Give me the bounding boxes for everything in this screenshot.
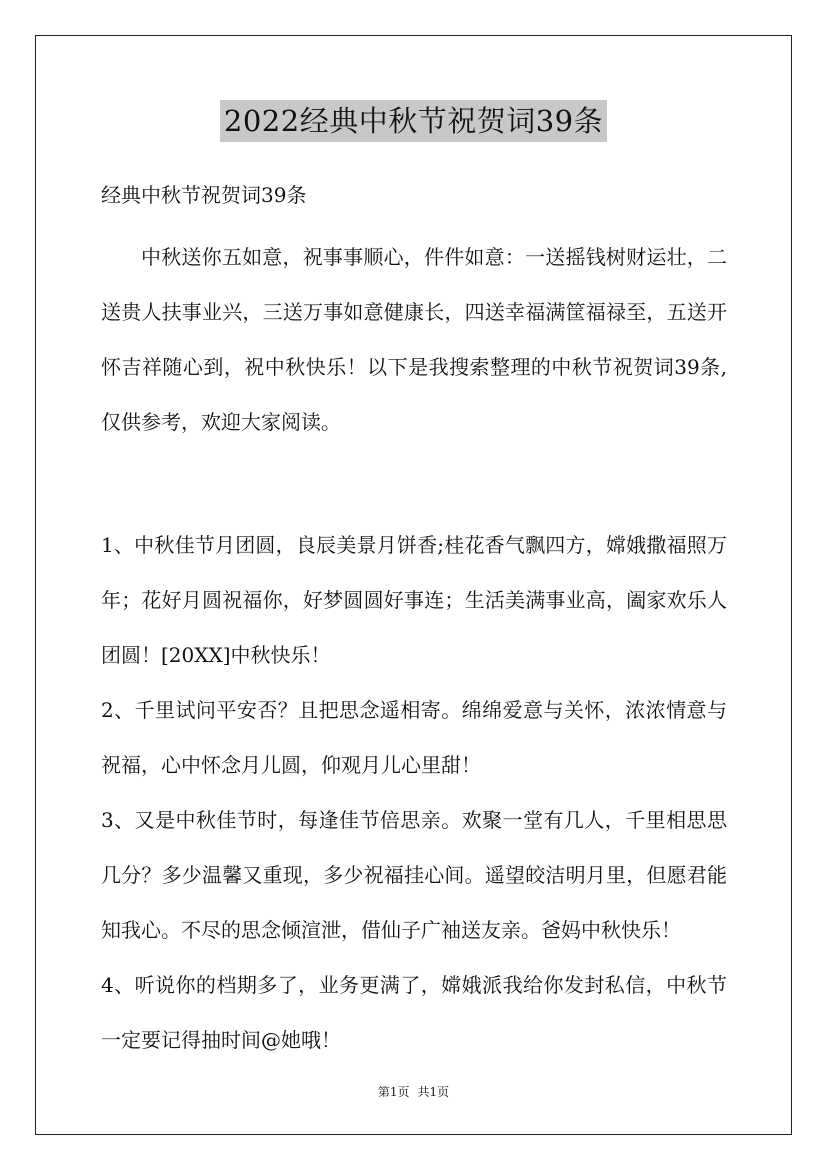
intro-paragraph: 中秋送你五如意，祝事事顺心，件件如意：一送摇钱树财运壮，二送贵人扶事业兴，三送万事如意健康长，四送幸福满筐福禄至，五送开怀吉祥随心到，祝中秋快乐！以下是我搜索整理的中秋节祝贺词39条,仅供参考，欢迎大家阅读。 bbox=[101, 245, 727, 434]
document-body bbox=[101, 175, 727, 1068]
greeting-item-2: 2、千里试问平安否？且把思念遥相寄。绵绵爱意与关怀，浓浓情意与祝福，心中怀念月儿圆，仰观月儿心里甜！ bbox=[101, 698, 727, 777]
title-area bbox=[0, 100, 827, 142]
greeting-item-3: 3、又是中秋佳节时，每逢佳节倍思亲。欢聚一堂有几人，千里相思思几分？多少温馨又重现，多少祝福挂心间。遥望皎洁明月里，但愿君能知我心。不尽的思念倾渲泄，借仙子广袖送友亲。爸妈中秋快乐！ bbox=[101, 808, 727, 942]
greeting-item-1: 1、中秋佳节月团圆，良辰美景月饼香;桂花香气飘四方，嫦娥撒福照万年；花好月圆祝福你，好梦圆圆好事连；生活美满事业高，阖家欢乐人团圆！[20XX]中秋快乐！ bbox=[101, 533, 727, 667]
document-title: 2022经典中秋节祝贺词39条 bbox=[220, 100, 607, 142]
page-number-total: 共1页 bbox=[417, 1085, 450, 1099]
document-subtitle: 经典中秋节祝贺词39条 bbox=[101, 183, 307, 207]
greeting-list bbox=[101, 518, 727, 1068]
page-number-current: 第1页 bbox=[377, 1085, 410, 1099]
page-footer bbox=[0, 1083, 827, 1101]
greeting-item-4: 4、听说你的档期多了，业务更满了，嫦娥派我给你发封私信，中秋节一定要记得抽时间@她哦！ bbox=[101, 973, 727, 1052]
